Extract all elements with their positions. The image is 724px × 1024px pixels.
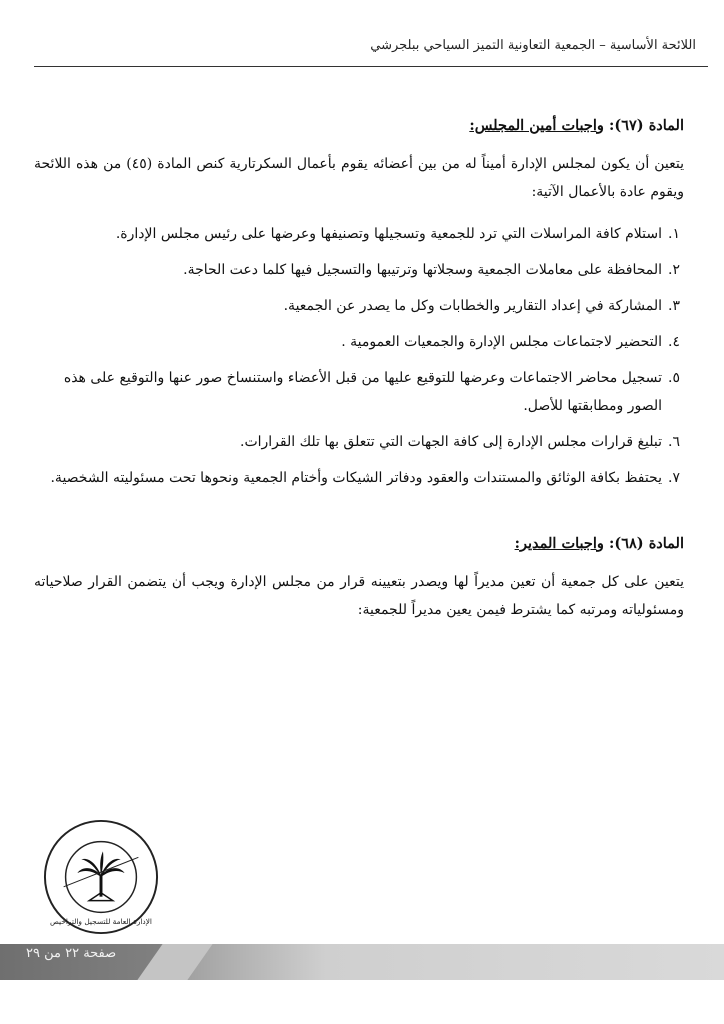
list-item-text: تبليغ قرارات مجلس الإدارة إلى كافة الجهات التي تتعلق بها تلك القرارات. [240,434,662,450]
list-item-text: استلام كافة المراسلات التي ترد للجمعية وتسجيلها وتصنيفها وعرضها على رئيس مجلس الإدارة. [115,226,662,242]
list-item-number: ٧. [668,470,680,486]
section-spacer [34,500,684,530]
article-68-title: واجبات المدير: [514,535,604,552]
article-67-number: المادة (٦٧): [608,117,684,134]
page-content [34,112,684,624]
header-divider [34,66,708,67]
seal-text: الإدارة العامة للتسجيل والتراخيص [50,917,152,927]
list-item-text: يحتفظ بكافة الوثائق والمستندات والعقود ودفاتر الشيكات وأختام الجمعية ونحوها تحت مسئوليته الشخصية. [50,470,662,486]
footer-diagonal-accent [137,944,212,980]
article-68-number: المادة (٦٨): [608,535,684,552]
page-number: صفحة ٢٢ من ٢٩ [26,946,117,961]
list-item [34,292,680,320]
list-item [34,256,680,284]
article-67-intro: يتعين أن يكون لمجلس الإدارة أميناً له من بين أعضائه يقوم بأعمال السكرتارية كنص المادة (٤٥) من هذه اللائحة ويقوم عادة بالأعمال الآتية: [34,156,684,200]
list-item [34,428,680,456]
list-item-number: ١. [668,226,680,242]
article-68-heading [34,530,684,558]
palm-tree-icon [77,851,124,900]
list-item-number: ٦. [668,434,680,450]
list-item [34,328,680,356]
list-item-number: ٢. [668,262,680,278]
list-item-text: التحضير لاجتماعات مجلس الإدارة والجمعيات العمومية . [341,334,662,350]
list-item [34,364,680,420]
list-item-number: ٥. [668,370,680,386]
article-67-heading [34,112,684,140]
list-item-text: المحافظة على معاملات الجمعية وسجلاتها وترتيبها والتسجيل فيها كلما دعت الحاجة. [183,262,662,278]
list-item-number: ٣. [668,298,680,314]
list-item-text: تسجيل محاضر الاجتماعات وعرضها للتوقيع عليها من قبل الأعضاء واستنساخ صور عنها والتوقيع على هذه الصور ومطابقتها للأصل. [63,370,662,414]
running-header: اللائحة الأساسية – الجمعية التعاونية التميز السياحي ببلجرشي [370,38,696,53]
article-68-text: يتعين على كل جمعية أن تعين مديراً لها ويصدر بتعيينه قرار من مجلس الإدارة ويجب أن يتضمن القرار صلاحياته ومسئولياته ومرتبه كما يشترط فيمن يعين مديراً للجمعية: [34,574,684,618]
list-item [34,220,680,248]
article-67-duties-list [34,220,684,492]
article-67-title: واجبات أمين المجلس: [469,117,604,134]
list-item-number: ٤. [668,334,680,350]
list-item-text: المشاركة في إعداد التقارير والخطابات وكل ما يصدر عن الجمعية. [283,298,662,314]
official-seal-stamp [42,818,160,936]
list-item [34,464,680,492]
